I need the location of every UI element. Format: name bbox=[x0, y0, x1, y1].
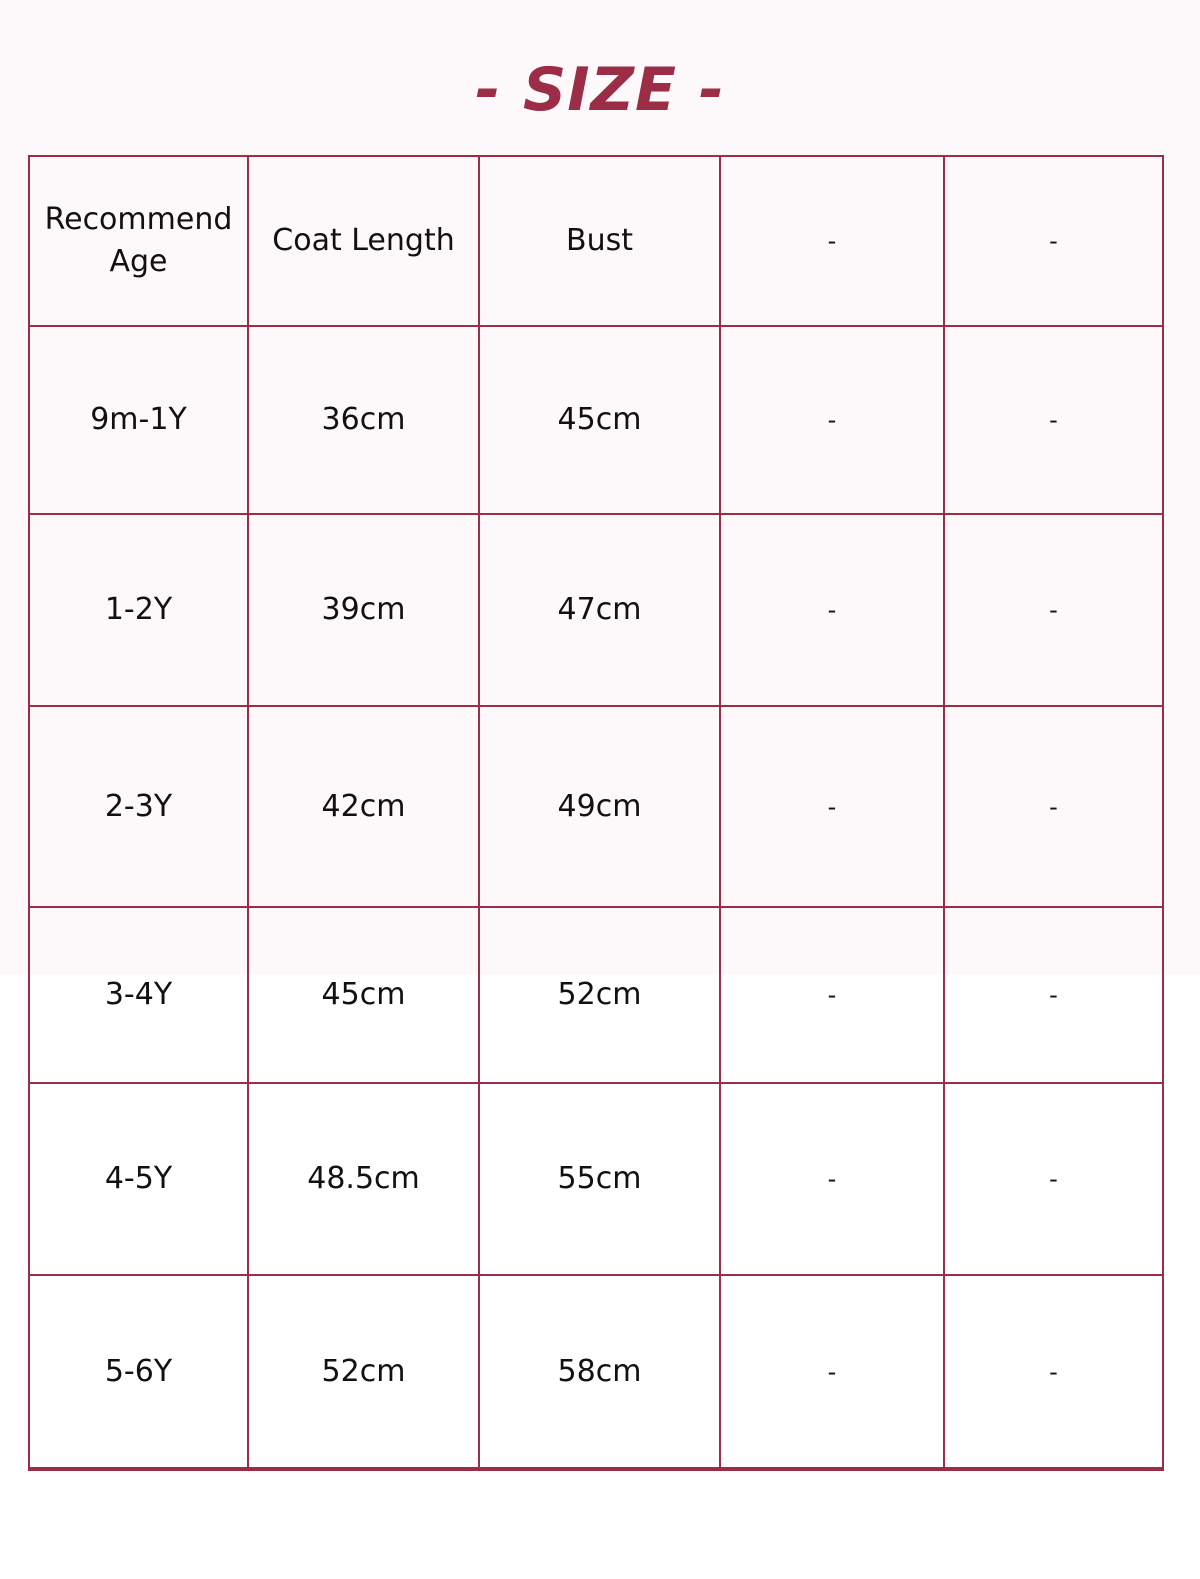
cell-empty: - bbox=[720, 326, 944, 514]
table-row bbox=[29, 514, 1163, 706]
cell-age: 5-6Y bbox=[29, 1275, 248, 1469]
header-bust: Bust bbox=[479, 156, 720, 326]
cell-age: 3-4Y bbox=[29, 907, 248, 1083]
cell-empty: - bbox=[944, 514, 1163, 706]
cell-bust: 58cm bbox=[479, 1275, 720, 1469]
cell-empty: - bbox=[944, 326, 1163, 514]
cell-coat-length: 48.5cm bbox=[248, 1083, 479, 1275]
header-empty-1: - bbox=[720, 156, 944, 326]
cell-bust: 47cm bbox=[479, 514, 720, 706]
table-row bbox=[29, 907, 1163, 1083]
cell-coat-length: 36cm bbox=[248, 326, 479, 514]
page-title: - SIZE - bbox=[475, 55, 725, 125]
cell-empty: - bbox=[944, 706, 1163, 907]
cell-bust: 49cm bbox=[479, 706, 720, 907]
header-row bbox=[29, 156, 1163, 326]
cell-empty: - bbox=[944, 1275, 1163, 1469]
table-row bbox=[29, 1275, 1163, 1469]
cell-empty: - bbox=[720, 514, 944, 706]
cell-age: 1-2Y bbox=[29, 514, 248, 706]
cell-empty: - bbox=[720, 1275, 944, 1469]
cell-age: 4-5Y bbox=[29, 1083, 248, 1275]
table-row bbox=[29, 326, 1163, 514]
table-row bbox=[29, 706, 1163, 907]
cell-coat-length: 52cm bbox=[248, 1275, 479, 1469]
cell-empty: - bbox=[720, 1083, 944, 1275]
cell-bust: 55cm bbox=[479, 1083, 720, 1275]
cell-empty: - bbox=[720, 706, 944, 907]
cell-age: 2-3Y bbox=[29, 706, 248, 907]
table-row bbox=[29, 1083, 1163, 1275]
header-coat-length: Coat Length bbox=[248, 156, 479, 326]
cell-empty: - bbox=[944, 1083, 1163, 1275]
header-recommend-age: Recommend Age bbox=[29, 156, 248, 326]
header-empty-2: - bbox=[944, 156, 1163, 326]
size-table bbox=[28, 155, 1164, 1471]
cell-empty: - bbox=[720, 907, 944, 1083]
cell-coat-length: 45cm bbox=[248, 907, 479, 1083]
cell-coat-length: 42cm bbox=[248, 706, 479, 907]
cell-age: 9m-1Y bbox=[29, 326, 248, 514]
cell-coat-length: 39cm bbox=[248, 514, 479, 706]
cell-bust: 45cm bbox=[479, 326, 720, 514]
cell-bust: 52cm bbox=[479, 907, 720, 1083]
cell-empty: - bbox=[944, 907, 1163, 1083]
